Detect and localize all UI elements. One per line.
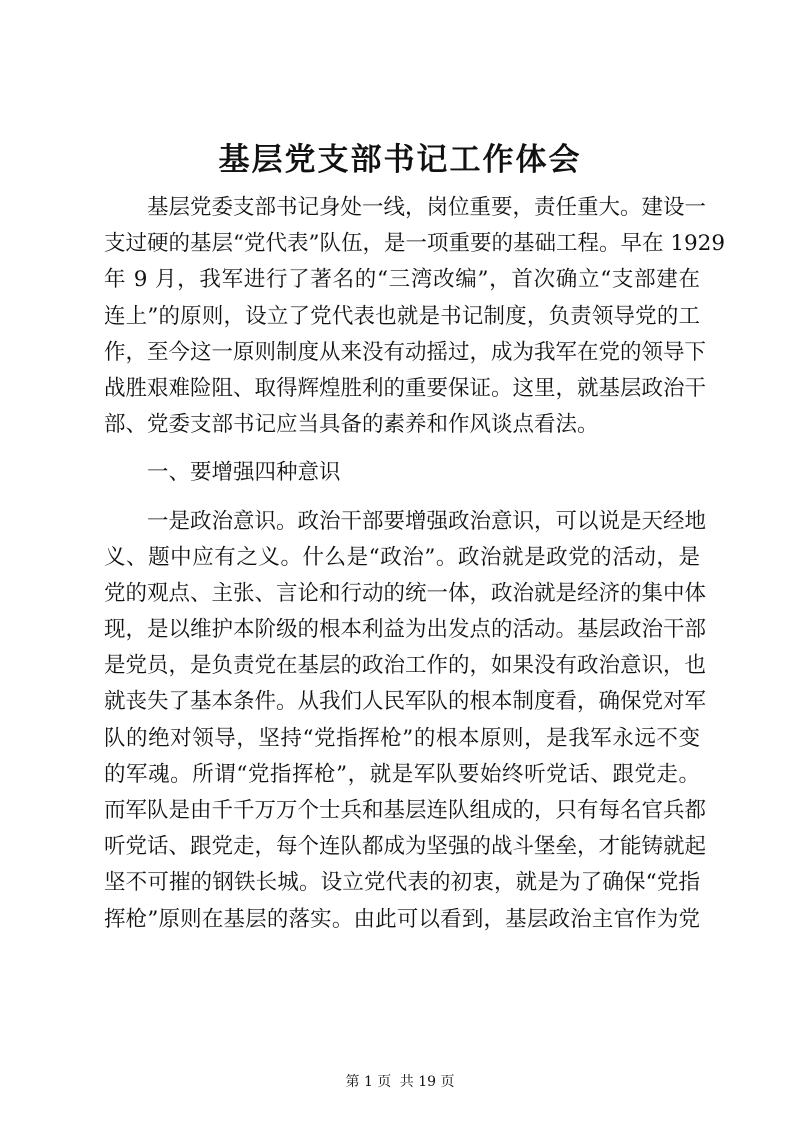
document-title: 基层党支部书记工作体会: [218, 142, 582, 178]
text-line: 的军魂。所谓“党指挥枪”，就是军队要始终听党话、跟党走。: [104, 761, 700, 787]
heading-line: 一、要增强四种意识: [147, 460, 341, 486]
text-line: 是党员，是负责党在基层的政治工作的，如果没有政治意识，也: [104, 653, 707, 679]
text-line: 党的观点、主张、言论和行动的统一体，政治就是经济的集中体: [104, 580, 707, 606]
text-line: 现，是以维护本阶级的根本利益为出发点的活动。基层政治干部: [104, 617, 707, 643]
text-line: 支过硬的基层“党代表”队伍，是一项重要的基础工程。早在 1929: [104, 231, 726, 257]
paragraph-political-awareness: [104, 504, 707, 938]
text-line: 就丧失了基本条件。从我们人民军队的根本制度看，确保党对军: [104, 689, 707, 715]
page-number: 第 1 页: [345, 1074, 392, 1090]
text-line: 部、党委支部书记应当具备的素养和作风谈点看法。: [104, 412, 599, 438]
text-line: 坚不可摧的钢铁长城。设立党代表的初衷，就是为了确保“党指: [104, 870, 700, 896]
text-line: 而军队是由千千万万个士兵和基层连队组成的，只有每名官兵都: [104, 798, 707, 823]
text-line: 队的绝对领导，坚持“党指挥枪”的根本原则，是我军永远不变: [104, 725, 700, 751]
document-body: [104, 190, 726, 938]
paragraph-intro: [104, 190, 726, 443]
text-line: 连上”的原则，设立了党代表也就是书记制度，负责领导党的工: [104, 303, 700, 329]
text-line: 听党话、跟党走，每个连队都成为坚强的战斗堡垒，才能铸就起: [104, 834, 707, 860]
text-line: 一是政治意识。政治干部要增强政治意识，可以说是天经地: [147, 508, 707, 534]
text-line: 战胜艰难险阻、取得辉煌胜利的重要保证。这里，就基层政治干: [104, 375, 707, 401]
text-line: 基层党委支部书记身处一线，岗位重要，责任重大。建设一: [147, 195, 707, 220]
page-footer: [0, 1072, 800, 1092]
section-heading: [104, 455, 700, 491]
text-line: 年 9 月，我军进行了著名的“三湾改编”，首次确立“支部建在: [104, 267, 700, 293]
text-line: 作，至今这一原则制度从来没有动摇过，成为我军在党的领导下: [104, 339, 707, 365]
text-line: 挥枪”原则在基层的落实。由此可以看到，基层政治主官作为党: [104, 906, 700, 932]
page-total: 共 19 页: [399, 1074, 455, 1090]
text-line: 义、题中应有之义。什么是“政治”。政治就是政党的活动，是: [104, 544, 700, 570]
